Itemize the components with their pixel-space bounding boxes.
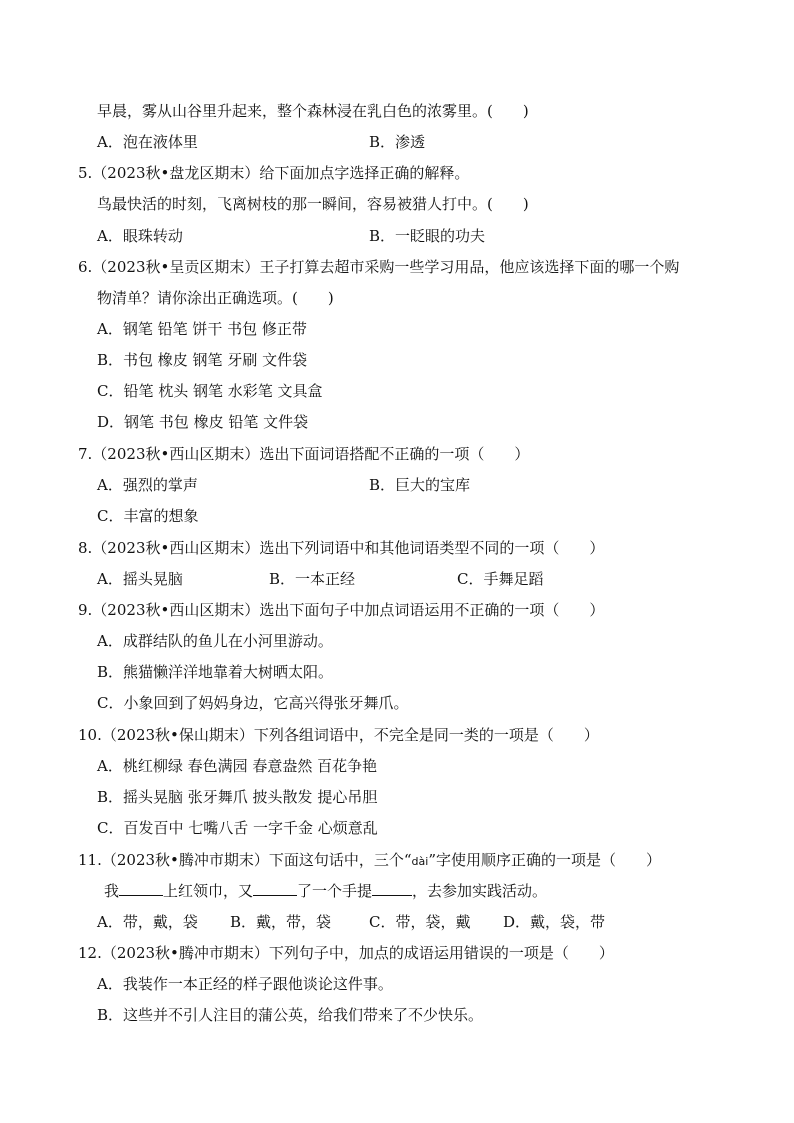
q11-fill-part-4: ，去参加实践活动。 xyxy=(412,882,548,900)
q5-stem: 5.（2023秋•盘龙区期末）给下面加点字选择正确的解释。 xyxy=(78,164,470,182)
q11-option-b: B．戴，带，袋 xyxy=(230,913,332,931)
q11-fill-part-1: 我 xyxy=(104,882,120,900)
q11-blank-1 xyxy=(119,881,163,896)
q12-stem: 12.（2023秋•腾冲市期末）下列句子中，加点的成语运用错误的一项是（ ） xyxy=(78,944,614,962)
q10-option-a: A．桃红柳绿 春色满园 春意盎然 百花争艳 xyxy=(97,757,378,775)
q4-sentence: 早晨，雾从山谷里升起来，整个森林浸在乳白色的浓雾里。( ) xyxy=(97,102,529,120)
q11-option-c: C．带，袋，戴 xyxy=(369,913,471,931)
q8-option-b: B．一本正经 xyxy=(269,570,356,588)
q9-option-a: A．成群结队的鱼儿在小河里游动。 xyxy=(97,632,333,650)
q11-stem-end: ”字使用顺序正确的一项是（ ） xyxy=(428,851,661,869)
q7-option-a: A．强烈的掌声 xyxy=(97,476,198,494)
q11-pinyin: dài xyxy=(411,855,429,868)
q5-sentence: 鸟最快活的时刻，飞离树枝的那一瞬间，容易被猎人打中。( ) xyxy=(97,195,529,213)
q4-option-b: B．渗透 xyxy=(369,133,426,151)
q6-option-c: C．铅笔 枕头 钢笔 水彩笔 文具盒 xyxy=(97,382,323,400)
q11-option-d: D．戴，袋，带 xyxy=(503,913,606,931)
q6-stem-cont: 物清单？请你涂出正确选项。( ) xyxy=(97,289,334,307)
q11-fill-sentence xyxy=(104,881,547,901)
q5-option-b: B．一眨眼的功夫 xyxy=(369,227,486,245)
q5-option-a: A．眼珠转动 xyxy=(97,227,183,245)
q10-option-b: B．摇头晃脑 张牙舞爪 披头散发 提心吊胆 xyxy=(97,788,378,806)
q10-stem: 10.（2023秋•保山期末）下列各组词语中，不完全是同一类的一项是（ ） xyxy=(78,726,599,744)
q11-stem-start: 11.（2023秋•腾冲市期末）下面这句话中，三个“ xyxy=(78,851,412,869)
q8-stem: 8.（2023秋•西山区期末）选出下列词语中和其他词语类型不同的一项（ ） xyxy=(78,539,605,557)
q8-option-a: A．摇头晃脑 xyxy=(97,570,183,588)
q9-stem: 9.（2023秋•西山区期末）选出下面句子中加点词语运用不正确的一项（ ） xyxy=(78,601,605,619)
q12-option-a: A．我装作一本正经的样子跟他谈论这件事。 xyxy=(97,975,393,993)
q7-stem: 7.（2023秋•西山区期末）选出下面词语搭配不正确的一项（ ） xyxy=(78,445,530,463)
q7-option-c: C．丰富的想象 xyxy=(97,507,199,525)
q6-option-d: D．钢笔 书包 橡皮 铅笔 文件袋 xyxy=(97,413,309,431)
q6-option-b: B．书包 橡皮 钢笔 牙刷 文件袋 xyxy=(97,351,308,369)
q7-option-b: B．巨大的宝库 xyxy=(369,476,471,494)
q11-fill-part-3: 了一个手提 xyxy=(297,882,373,900)
q9-option-b: B．熊猫懒洋洋地靠着大树晒太阳。 xyxy=(97,663,334,681)
q6-stem: 6.（2023秋•呈贡区期末）王子打算去超市采购一些学习用品，他应该选择下面的哪一个购 xyxy=(78,258,680,276)
q4-option-a: A．泡在液体里 xyxy=(97,133,198,151)
q6-option-a: A．钢笔 铅笔 饼干 书包 修正带 xyxy=(97,320,307,338)
q11-option-a: A．带，戴，袋 xyxy=(97,913,198,931)
q8-option-c: C．手舞足蹈 xyxy=(457,570,544,588)
q10-option-c: C．百发百中 七嘴八舌 一字千金 心烦意乱 xyxy=(97,819,378,837)
q11-stem xyxy=(78,850,661,872)
q9-option-c: C．小象回到了妈妈身边，它高兴得张牙舞爪。 xyxy=(97,694,409,712)
q12-option-b: B．这些并不引人注目的蒲公英，给我们带来了不少快乐。 xyxy=(97,1006,484,1024)
q11-fill-part-2: 上红领巾，又 xyxy=(163,882,254,900)
q11-blank-2 xyxy=(253,881,297,896)
q11-blank-3 xyxy=(372,881,412,896)
